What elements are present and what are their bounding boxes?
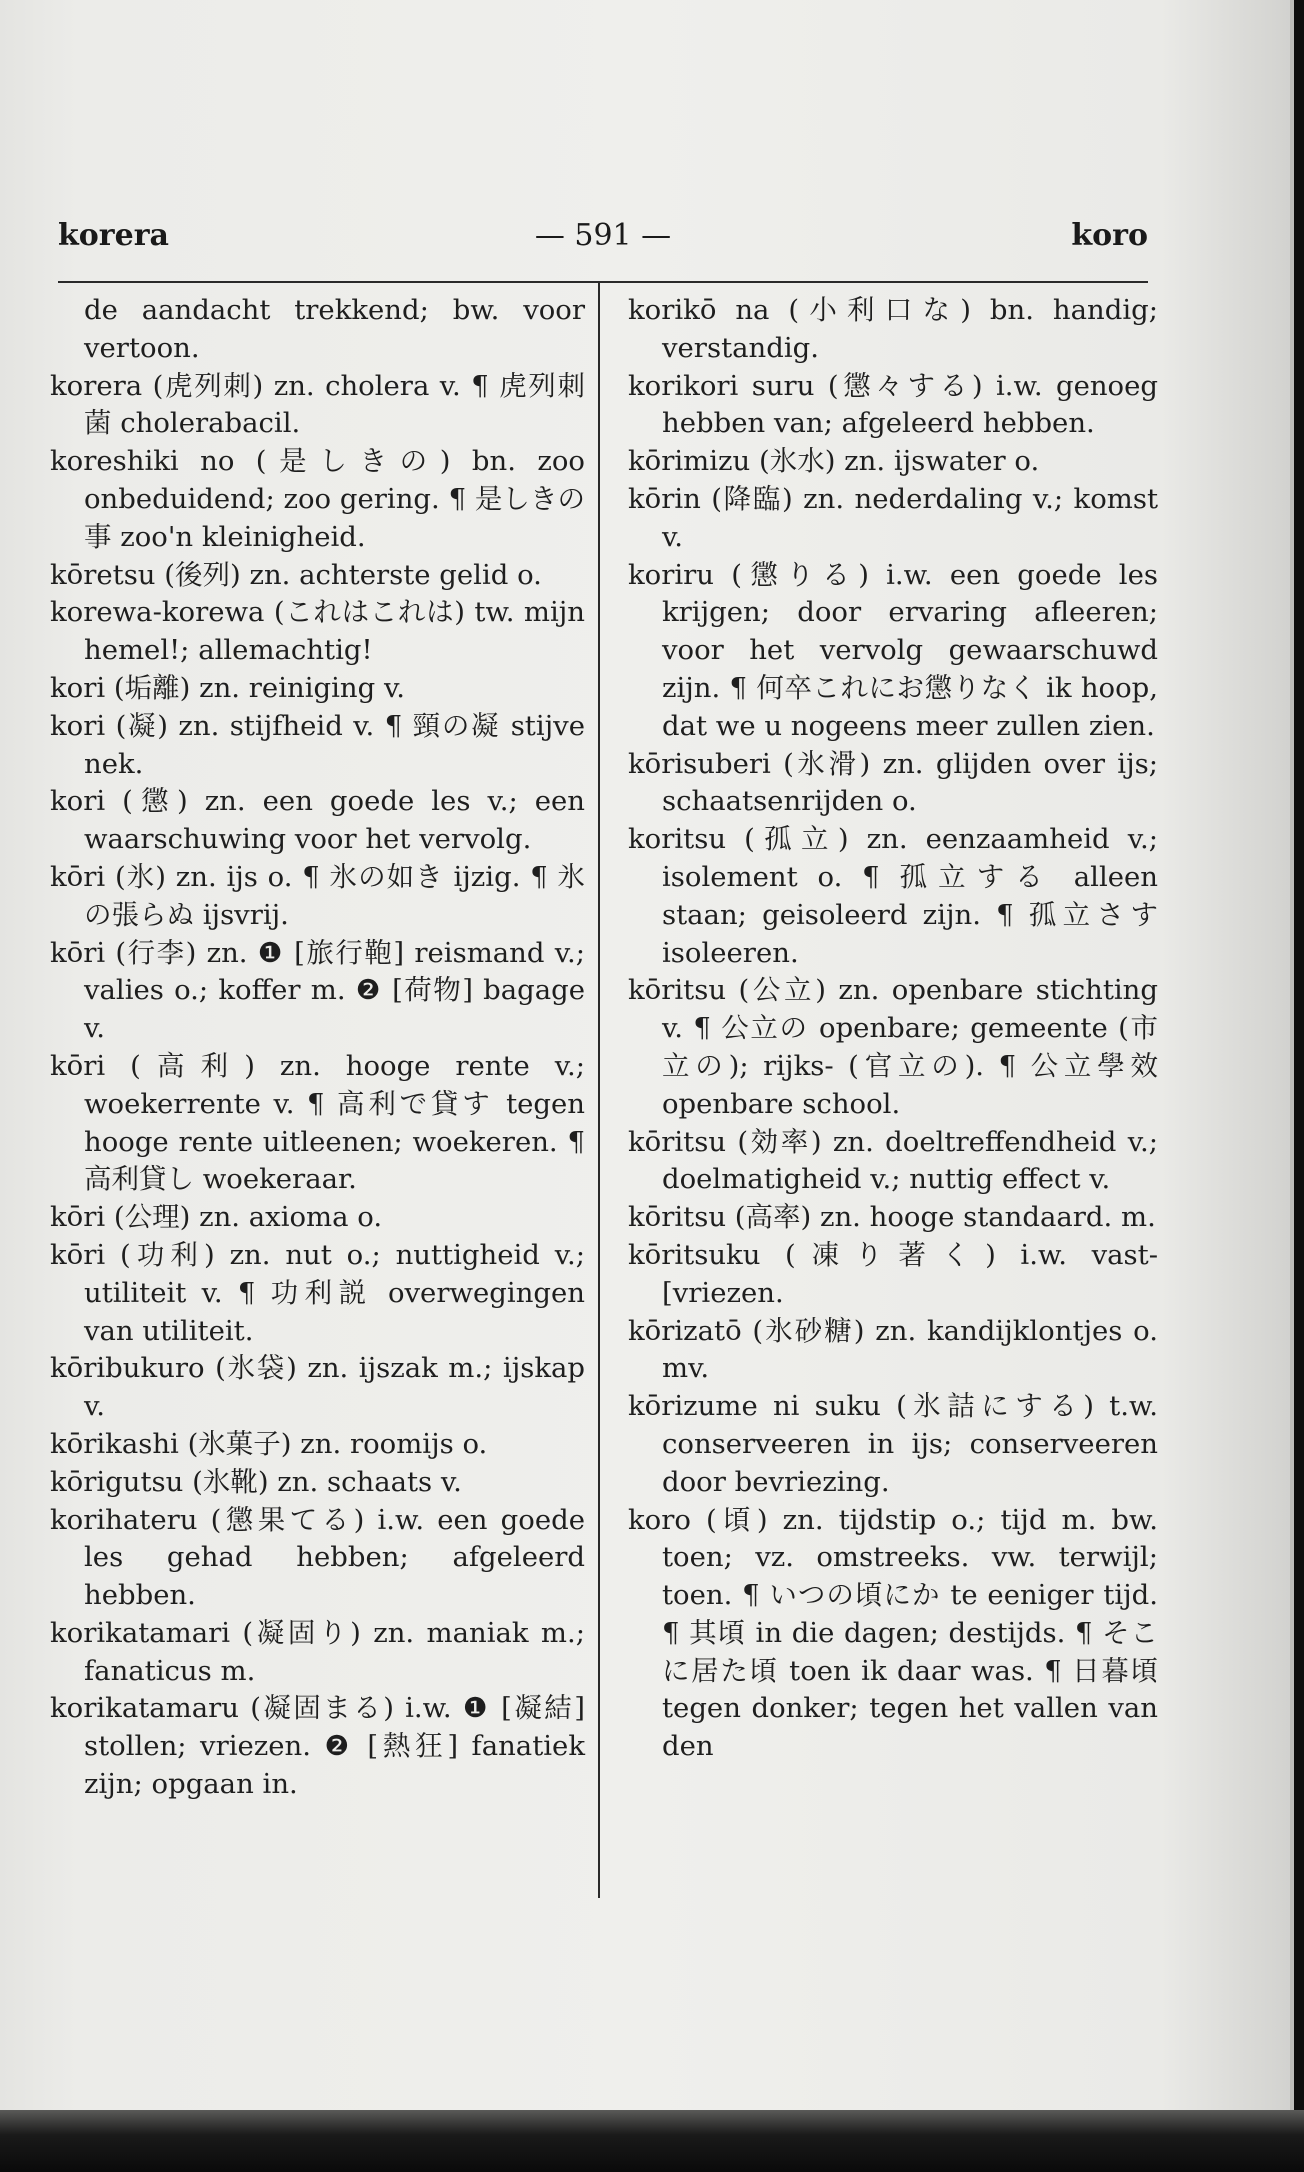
dictionary-entry: kōri (高利) zn. hooge rente v.; woekerrente v. ¶ 高利で貸す tegen hooge rente uitleenen; woekeren. ¶ 高利貸し woekeraar. xyxy=(50,1049,585,1196)
dictionary-entry: de aandacht trekkend; bw. voor vertoon. xyxy=(84,294,585,364)
dictionary-entry: kōritsu (効率) zn. doeltreffendheid v.; doelmatigheid v.; nuttig effect v. xyxy=(628,1125,1158,1196)
dictionary-entry: koritsu (孤立) zn. eenzaamheid v.; isolement o. ¶ 孤立する alleen staan; geisoleerd zijn. ¶ 孤立さす isoleeren. xyxy=(628,823,1158,969)
dictionary-entry: kōrisuberi (氷滑) zn. glijden over ijs; schaatsenrijden o. xyxy=(628,747,1158,818)
dictionary-entry: kori (垢離) zn. reiniging v. xyxy=(50,671,405,704)
dictionary-entry: korihateru (懲果てる) i.w. een goede les gehad hebben; afgeleerd hebben. xyxy=(50,1503,585,1612)
page-number: — 591 — xyxy=(534,218,672,253)
dictionary-entry: koriru (懲りる) i.w. een goede les krijgen; door ervaring afleeren; voor het vervolg gewaarschuwd zijn. ¶ 何卒これにお懲りなく ik hoop, dat we u nogeens meer zullen zien. xyxy=(628,558,1158,742)
dictionary-entry: korikō na (小利口な) bn. handig; verstandig. xyxy=(628,294,1158,364)
dictionary-entry: kōritsu (公立) zn. openbare stichting v. ¶ 公立の openbare; gemeente (市立の); rijks- (官立の). ¶ 公立學效 openbare school. xyxy=(628,974,1158,1120)
dictionary-entry: kōrimizu (氷水) zn. ijswater o. xyxy=(628,445,1040,478)
column-divider xyxy=(598,283,600,1898)
dictionary-entry: koreshiki no (是しきの) bn. zoo onbeduidend; zoo gering. ¶ 是しきの事 zoo'n kleinigheid. xyxy=(50,445,585,553)
dictionary-entry: korikori suru (懲々する) i.w. genoeg hebben van; afgeleerd hebben. xyxy=(628,369,1158,440)
dictionary-entry: korikatamari (凝固り) zn. maniak m.; fanaticus m. xyxy=(50,1616,585,1687)
header-right-guideword: koro xyxy=(1071,218,1148,253)
dictionary-entry: kori (凝) zn. stijfheid v. ¶ 頸の凝 stijve nek. xyxy=(50,709,585,780)
dictionary-entry: koro (頃) zn. tijdstip o.; tijd m. bw. toen; vz. omstreeks. vw. terwijl; toen. ¶ いつの頃にか te eeniger tijd. ¶ 其頃 in die dagen; destijds. ¶ そこに居た頃 toen ik daar was. ¶ 日暮頃 tegen donker; tegen het vallen van den xyxy=(628,1503,1158,1763)
header-rule xyxy=(58,281,1148,283)
left-column xyxy=(50,292,585,1804)
dictionary-entry: kōretsu (後列) zn. achterste gelid o. xyxy=(50,558,542,591)
dictionary-entry: kōrizume ni suku (氷詰にする) t.w. conserveeren in ijs; conserveeren door bevriezing. xyxy=(628,1390,1158,1498)
dictionary-entry: kōri (氷) zn. ijs o. ¶ 氷の如き ijzig. ¶ 氷の張らぬ ijsvrij. xyxy=(50,860,585,931)
dictionary-entry: kōrikashi (氷菓子) zn. roomijs o. xyxy=(50,1427,488,1460)
dictionary-entry: kōrizatō (氷砂糖) zn. kandijklontjes o. mv. xyxy=(628,1314,1158,1385)
dictionary-entry: kōrin (降臨) zn. nederdaling v.; komst v. xyxy=(628,482,1158,553)
dictionary-entry: korera (虎列刺) zn. cholera v. ¶ 虎列刺菌 cholerabacil. xyxy=(50,369,585,440)
right-column xyxy=(628,292,1158,1766)
dictionary-entry: korikatamaru (凝固まる) i.w. ❶ [凝結] stollen; vriezen. ❷ [熱狂] fanatiek zijn; opgaan in. xyxy=(50,1692,585,1801)
dictionary-entry: kōri (公理) zn. axioma o. xyxy=(50,1201,383,1234)
dictionary-entry: kōritsuku (凍り著く) i.w. vast- [vriezen. xyxy=(628,1238,1158,1309)
dictionary-entry: korewa-korewa (これはこれは) tw. mijn hemel!; allemachtig! xyxy=(50,596,585,667)
dictionary-entry: kōrigutsu (氷靴) zn. schaats v. xyxy=(50,1465,462,1498)
dictionary-entry: kōribukuro (氷袋) zn. ijszak m.; ijskap v. xyxy=(50,1352,585,1423)
dictionary-entry: kōri (行李) zn. ❶ [旅行鞄] reismand v.; valies o.; koffer m. ❷ [荷物] bagage v. xyxy=(50,936,585,1045)
scan-bottom-edge xyxy=(0,2110,1304,2172)
dictionary-entry: kōri (功利) zn. nut o.; nuttigheid v.; utiliteit v. ¶ 功利説 overwegingen van utiliteit. xyxy=(50,1238,585,1347)
dictionary-entry: kori (懲) zn. een goede les v.; een waarschuwing voor het vervolg. xyxy=(50,785,585,856)
dictionary-entry: kōritsu (高率) zn. hooge standaard. m. xyxy=(628,1201,1156,1234)
page-header xyxy=(58,218,1148,258)
header-left-guideword: korera xyxy=(58,218,169,253)
